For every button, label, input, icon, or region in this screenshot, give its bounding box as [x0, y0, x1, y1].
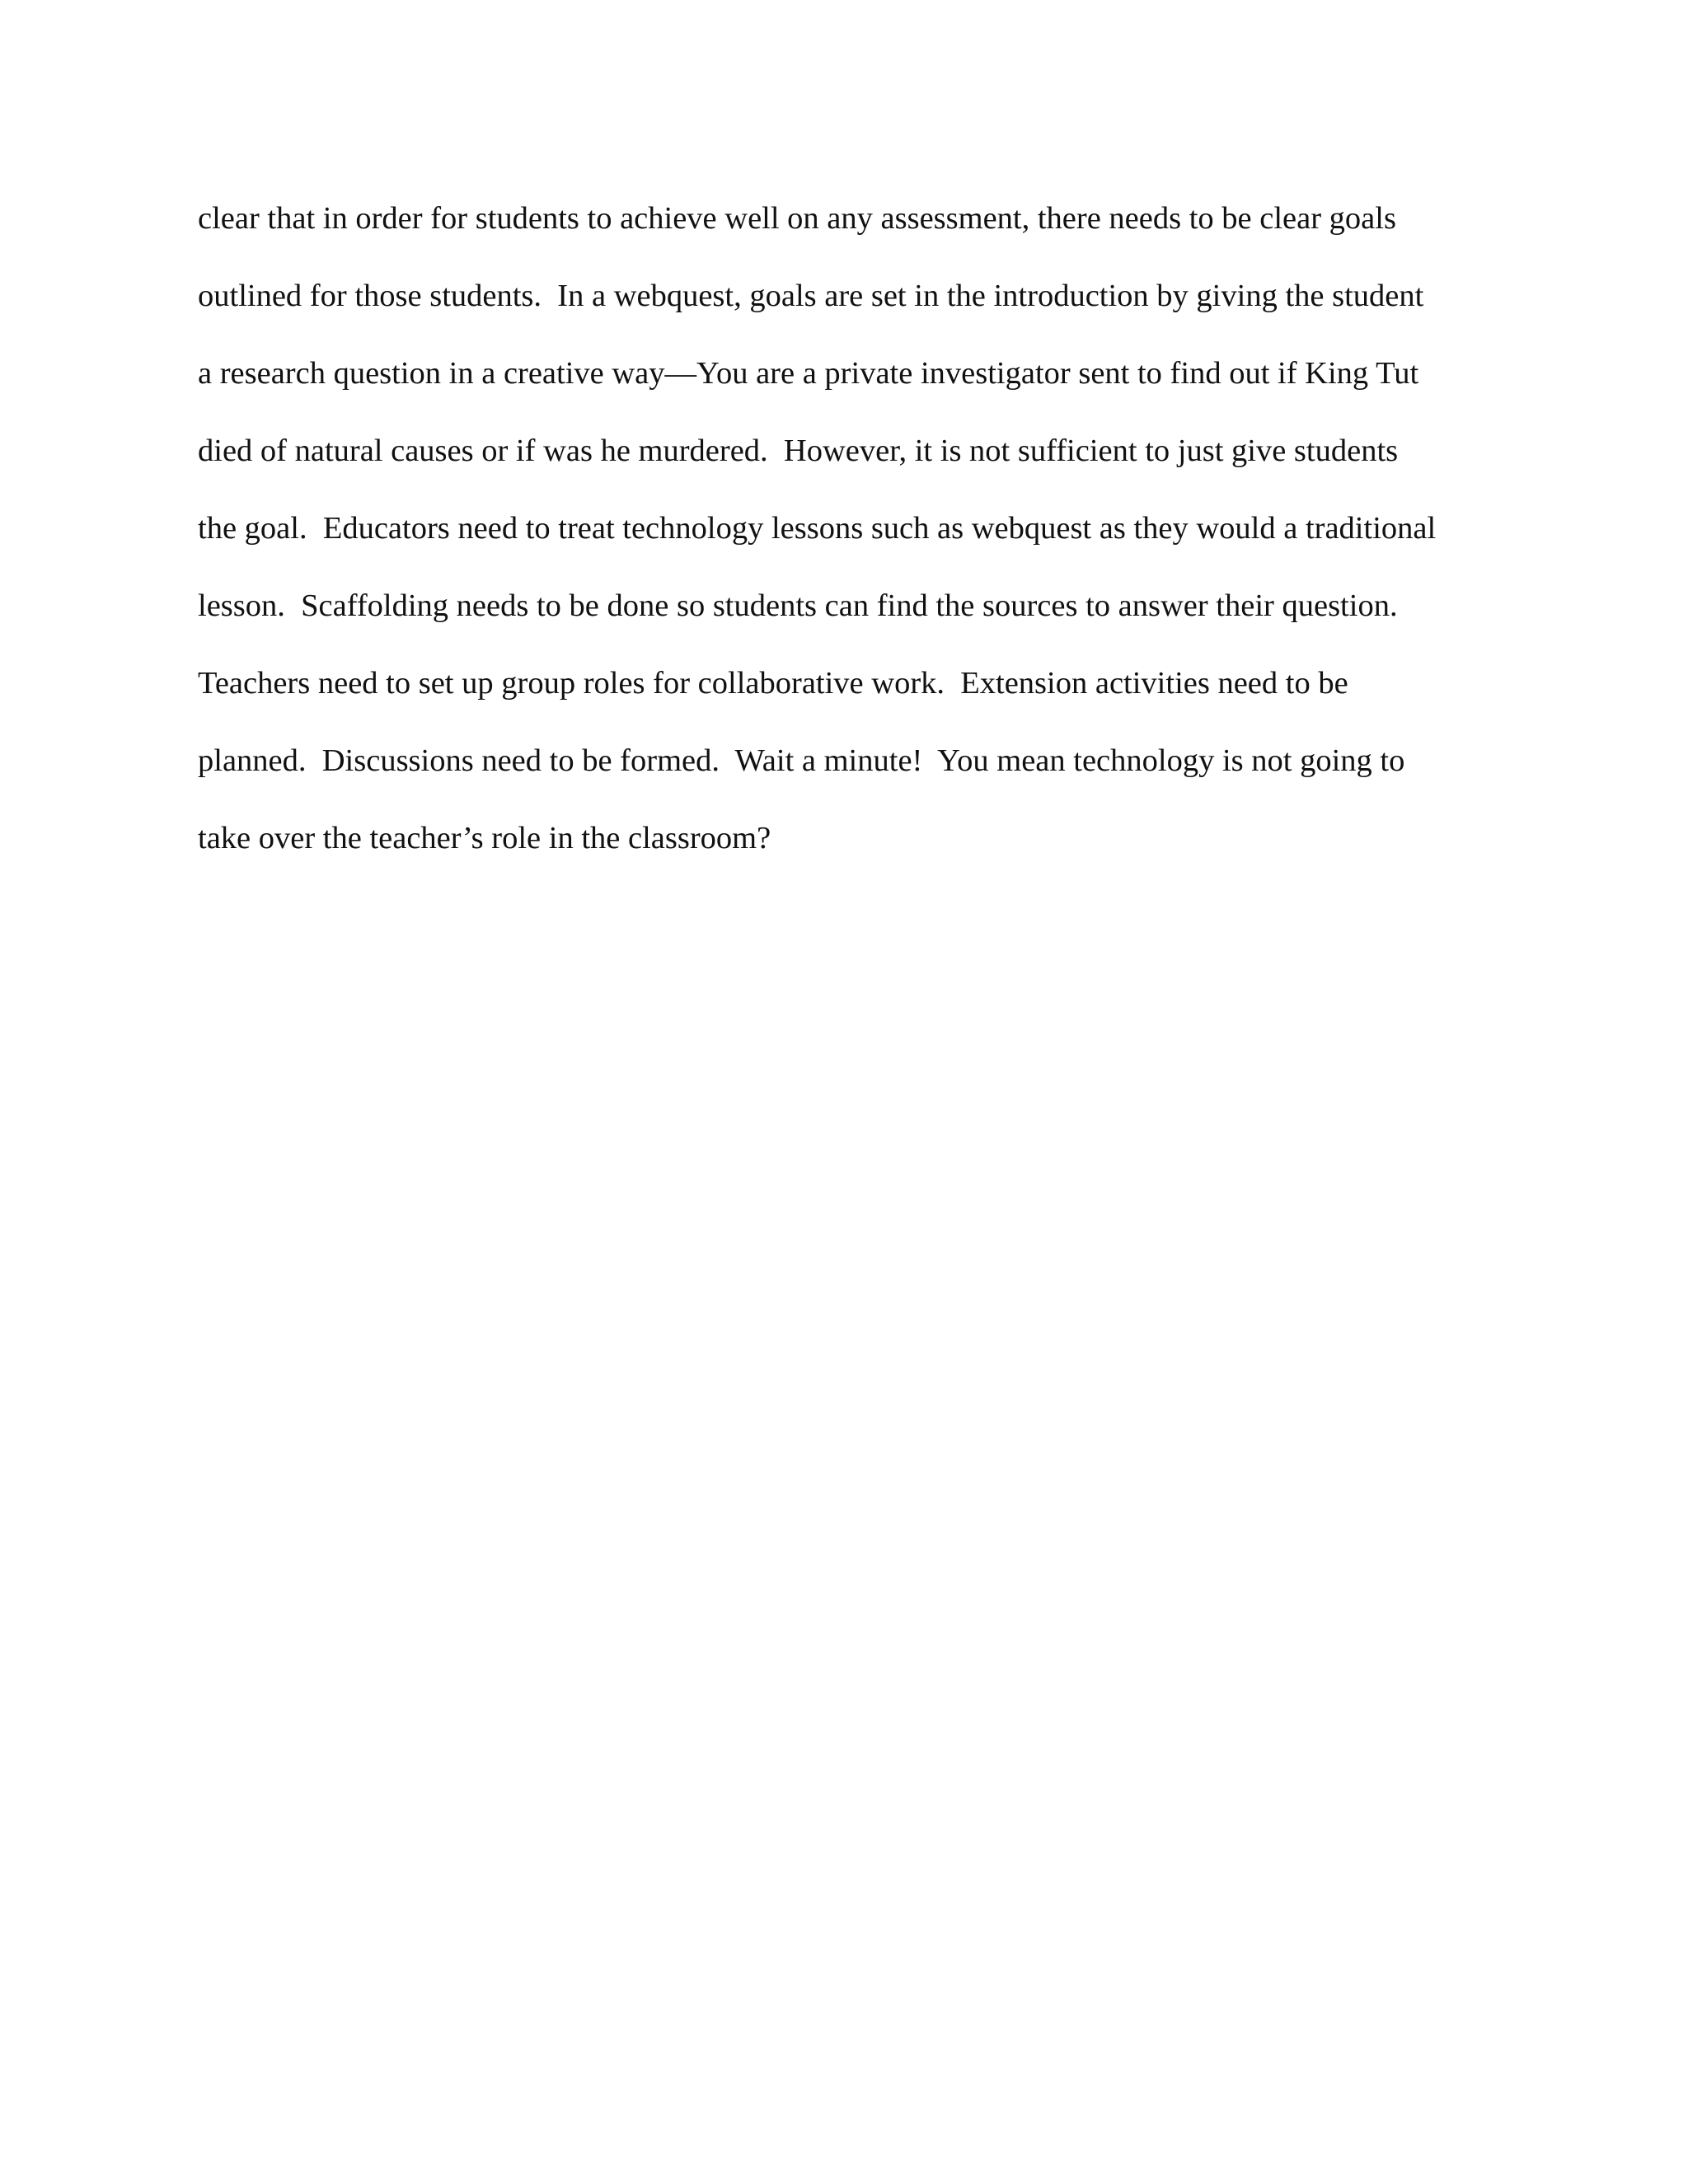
text-line: lesson. Scaffolding needs to be done so students can find the sources to answer their question. [198, 588, 1398, 623]
text-line: take over the teacher’s role in the classroom? [198, 821, 771, 855]
text-line: Teachers need to set up group roles for collaborative work. Extension activities need to be [198, 666, 1348, 701]
text-line: outlined for those students. In a webquest, goals are set in the introduction by giving the student [198, 279, 1424, 313]
text-line: a research question in a creative way—You are a private investigator sent to find out if King Tut [198, 356, 1419, 391]
text-line: the goal. Educators need to treat technology lessons such as webquest as they would a traditional [198, 511, 1437, 546]
body-paragraph [198, 193, 1533, 890]
text-line: planned. Discussions need to be formed. Wait a minute! You mean technology is not going to [198, 743, 1405, 778]
text-line: clear that in order for students to achieve well on any assessment, there needs to be clear goals [198, 201, 1396, 236]
text-line: died of natural causes or if was he murdered. However, it is not sufficient to just give students [198, 434, 1399, 468]
